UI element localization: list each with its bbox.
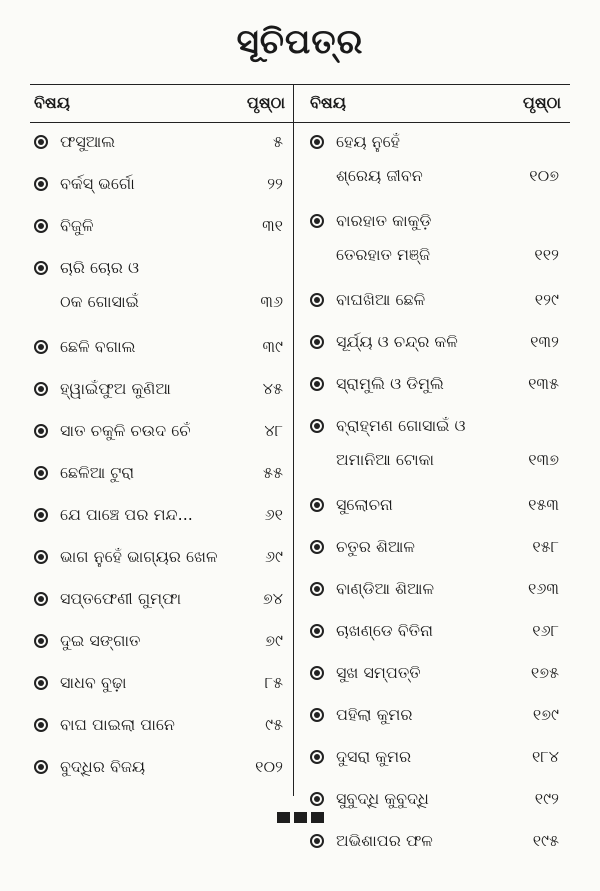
toc-entry-line [34,748,289,786]
toc-entry-line [310,281,565,319]
toc-entry-line [34,207,289,245]
toc-entry-line [34,496,289,534]
toc-entry-line [310,612,565,650]
entry-title: ଛେଳିଆ ଟୁରା [60,463,135,482]
entry-page-number: ୧୬୩ [528,579,559,598]
bullet-icon [34,261,48,275]
toc-entry-line [310,236,565,274]
entry-page-number: ୩୯ [262,337,283,356]
toc-entry [34,454,289,492]
toc-entry-line [34,538,289,576]
page-header: ପୃଷ୍ଠା [522,93,561,112]
toc-entry [34,370,289,408]
toc-entry-line [310,123,565,161]
entry-page-number: ୧୫୩ [528,495,559,514]
toc-entry [310,822,565,860]
bullet-icon [34,219,48,233]
toc-entry-line [310,570,565,608]
square-ornament [311,812,324,823]
square-ornament [294,812,307,823]
bullet-icon [310,624,324,638]
entry-page-number: ୧୯୨ [534,789,559,808]
bullet-icon [310,377,324,391]
entry-page-number: ୧୫୮ [532,537,559,556]
entry-title: ବର୍କସ୍ ଭର୍ଗୋ [60,174,135,193]
toc-entry-line [310,407,565,445]
entry-page-number: ୫୫ [263,463,283,482]
toc-entry-line [34,123,289,161]
bullet-icon [34,508,48,522]
bullet-icon [310,335,324,349]
page-header: ପୃଷ୍ଠା [246,93,285,112]
entry-title: ବାଘ ପାଇଲା ପାନେ [60,715,175,734]
toc-entry [310,202,565,274]
bullet-icon [34,382,48,396]
toc-entry [34,622,289,660]
bullet-icon [34,634,48,648]
bullet-icon [34,550,48,564]
entry-title: ସାତ ଚକୁଳି ଚଉଦ ଚେଁ [60,421,191,440]
entry-page-number: ୧୬୮ [532,621,559,640]
entry-page-number: ୧୨୯ [534,290,559,309]
entry-page-number: ୧୭୫ [530,663,559,682]
bullet-icon [310,293,324,307]
bullet-icon [310,582,324,596]
entry-page-number: ୧୧୨ [534,245,559,264]
toc-entry [34,496,289,534]
toc-entry-line [310,696,565,734]
toc-entry [310,365,565,403]
entry-title: ପହିଲା କୁମର [336,705,413,724]
entry-title: ଦୁସରା କୁମର [336,747,412,766]
bullet-icon [34,177,48,191]
toc-entry [34,412,289,450]
entry-page-number: ୬୧ [264,505,283,524]
entry-page-number: ୪୮ [264,421,283,440]
entry-title: ସପ୍ତଫେଣୀ ଗୁମ୍ଫା [60,589,182,608]
toc-entry [34,328,289,366]
toc-entry [310,486,565,524]
entry-page-number: ୪୫ [262,379,283,398]
entry-title: ବିଜୁଳି [60,216,94,235]
entry-title: ସୁବୁଦ୍ଧି କୁବୁଦ୍ଧି [336,789,429,808]
bullet-icon [34,424,48,438]
entry-page-number: ୮୫ [264,673,283,692]
entry-title: ଭାଗ ନୁହେଁ ଭାଗ୍ୟର ଖେଳ [60,547,218,566]
entry-title: ବ୍ରାହ୍ମଣ ଗୋସାଇଁ ଓ [336,416,466,435]
toc-entry-line [34,412,289,450]
entry-page-number: ୭୪ [262,589,283,608]
toc-entry-line [34,706,289,744]
bullet-icon [310,834,324,848]
toc-entry [34,580,289,618]
toc-entry-line [34,580,289,618]
toc-entry [34,706,289,744]
entry-page-number: ୨୨ [267,174,283,193]
toc-entry-line [34,454,289,492]
bullet-icon [34,466,48,480]
toc-entry-line [34,664,289,702]
entry-page-number: ୧୭୯ [532,705,559,724]
bullet-icon [34,718,48,732]
entry-title: ବାଣ୍ଡିଆ ଶିଆଳ [336,579,435,598]
bullet-icon [34,676,48,690]
toc-entry [310,528,565,566]
entry-title: ବାରହାତ କାକୁଡ଼ି [336,211,432,230]
toc-entry-line [34,370,289,408]
bullet-icon [34,592,48,606]
toc-entry [34,207,289,245]
toc-entry [310,123,565,195]
subject-header: ବିଷୟ [34,93,70,112]
bullet-icon [310,135,324,149]
bullet-icon [310,214,324,228]
entry-page-number: ୧୮୪ [532,747,559,766]
toc-entry [310,407,565,479]
toc-entry [310,654,565,692]
toc-entry [34,538,289,576]
toc-entry [310,612,565,650]
toc-entry [310,696,565,734]
toc-entry-line [310,654,565,692]
bullet-icon [310,419,324,433]
bullet-icon [310,750,324,764]
toc-entry-line [310,528,565,566]
page-title: ସୂଚିପତ୍ର [236,22,364,62]
entry-title: ସୁଖ ସମ୍ପତ୍ତି [336,663,421,682]
entry-title: ଶ୍ରେୟ ଜୀବନ [336,166,423,185]
entry-title: ହେୟ ନୁହେଁ [336,132,400,151]
column-divider [293,84,294,796]
entry-title: ହ୍ୱାଇଁଫୁଅ କୁଣିଆ [60,379,171,398]
bullet-icon [310,540,324,554]
entry-title: ସୂର୍ଯ୍ୟ ଓ ଚନ୍ଦ୍ର କଳି [336,332,458,351]
bullet-icon [34,135,48,149]
toc-entry-line [34,328,289,366]
bullet-icon [34,760,48,774]
entry-page-number: ୬୯ [264,547,283,566]
entry-title: ଯେ ପାଞ୍ଚେ ପର ମନ୍ଦ... [60,505,193,524]
entry-page-number: ୩୬ [260,292,283,311]
toc-entry-line [310,365,565,403]
entry-page-number: ୧୯୫ [532,831,559,850]
toc-entry-line [34,165,289,203]
entry-title: ବୁଦ୍ଧିର ବିଜୟ [60,757,146,776]
bullet-icon [310,666,324,680]
right-header [310,88,565,118]
entry-page-number: ୯୫ [265,715,283,734]
left-header [34,88,289,118]
entry-title: ଅମାନିଆ ଟୋକା [336,450,435,469]
toc-entry-line [310,323,565,361]
entry-page-number: ୩୧ [262,216,283,235]
entry-page-number: ୧୩୫ [528,374,559,393]
entry-title: ଠକ ଗୋସାଇଁ [60,292,139,311]
entry-title: ଫସୁଆଲ [60,132,116,151]
entry-title: ସାଧବ ବୁଢ଼ା [60,673,127,692]
toc-entry [34,165,289,203]
toc-entry-line [310,486,565,524]
entry-title: ସ୍ରାମୁଲି ଓ ଡିମୁଲି [336,374,444,393]
top-rule [30,84,570,85]
entry-title: ଦୁଇ ସଙ୍ଗାତ [60,631,141,650]
bullet-icon [310,792,324,806]
entry-page-number: ୭୯ [265,631,283,650]
toc-entry-line [34,249,289,287]
toc-entry-line [310,202,565,240]
entry-title: ଚତୁର ଶିଆଳ [336,537,415,556]
toc-entry-line [310,738,565,776]
toc-entry [310,281,565,319]
entry-page-number: ୧୩୭ [528,450,559,469]
toc-entry-line [34,622,289,660]
toc-entry [34,249,289,321]
entry-title: ତେରହାତ ମଞ୍ଜି [336,245,431,264]
toc-entry-line [34,283,289,321]
toc-entry [34,123,289,161]
toc-entry [310,738,565,776]
toc-entry [310,323,565,361]
toc-entry [310,570,565,608]
end-ornament [0,808,600,827]
toc-entry [34,664,289,702]
entry-page-number: ୫ [273,132,283,151]
entry-page-number: ୧୦୭ [529,166,559,185]
bullet-icon [310,498,324,512]
bullet-icon [310,708,324,722]
toc-entry-line [310,822,565,860]
entry-title: ଚାରି ଚୋର ଓ [60,258,139,277]
square-ornament [277,812,290,823]
bullet-icon [34,340,48,354]
entry-title: ଛେଳି ବଗାଲ [60,337,136,356]
toc-entry [34,748,289,786]
entry-page-number: ୧୦୨ [255,757,283,776]
subject-header: ବିଷୟ [310,93,346,112]
entry-title: ଚାଖଣ୍ଡେ ବିତିନା [336,621,433,640]
entry-title: ସୁଲୋଚନା [336,495,393,514]
entry-title: ବାଘଖିଆ ଛେଳି [336,290,426,309]
toc-entry-line [310,157,565,195]
toc-entry-line [310,441,565,479]
entry-page-number: ୧୩୨ [530,332,559,351]
entry-title: ଅଭିଶାପର ଫଳ [336,831,433,850]
